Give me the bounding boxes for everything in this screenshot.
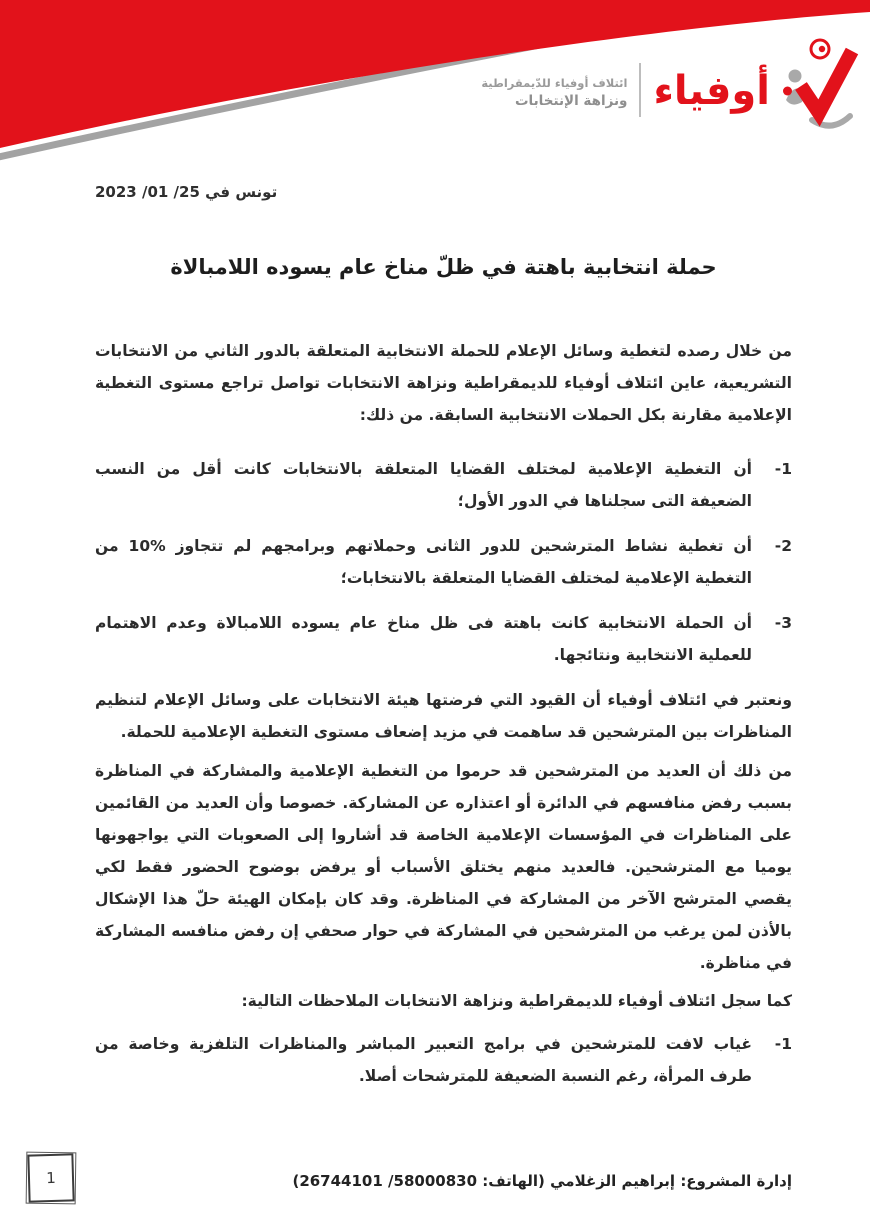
document-body	[95, 150, 792, 1105]
paragraph-observations-intro: كما سجل ائتلاف أوفياء للديمقراطية ونزاهة الانتخابات الملاحظات التالية:	[241, 992, 792, 1010]
paragraph-constraints: ونعتبر في ائتلاف أوفياء أن القيود التي فرضتها هيئة الانتخابات على وسائل الإعلام لتنظيم المناظرات بين المترشحين قد ساهمت في مزيد إضعاف مستوى التغطية الإعلامية للحملة.	[95, 691, 792, 741]
list-item	[95, 530, 792, 594]
list-item-number: 2-	[774, 537, 792, 555]
paragraph-deprived: من ذلك أن العديد من المترشحين قد حرموا من التغطية الإعلامية والمشاركة في المناظرة بسبب رفض منافسهم في الدائرة أو اعتذاره عن المشاركة. خصوصا وأن العديد من القائمين على المناظرات في المؤسسات الإعلامية الخاصة قد أشاروا إلى الصعوبات التي يواجهونها يوميا مع المترشحين. فالعديد منهم يختلق الأسباب أو يرفض بوضوح الحضور فقط لكي يقصي المترشح الآخر من المشاركة في المناظرة. وقد كان بإمكان الهيئة حلّ هذا الإشكال بالأذن لمن يرغب من المترشحين في المشاركة في حوار صحفي إن رفض منافسه المشاركة في مناظرة.	[95, 762, 792, 972]
list-item-text: غياب لافت للمترشحين في برامج التعبير المباشر والمناظرات التلفزية وخاصة من طرف المرأة، رغم النسبة الضعيفة للمترشحات أصلا.	[95, 1035, 752, 1085]
coalition-logo-mark-icon	[782, 36, 860, 132]
list-item-number: 1-	[774, 460, 792, 478]
date-line: تونس في 25/ 01/ 2023	[95, 183, 278, 201]
list-item-number: 1-	[774, 1035, 792, 1053]
footer-label: إدارة المشروع:	[680, 1172, 792, 1190]
coalition-tagline	[481, 74, 627, 110]
footer-contact	[95, 1172, 792, 1190]
list-item-text: أن التغطية الإعلامية لمختلف القضايا المتعلقة بالانتخابات كانت أقل من النسب الضعيفة التى سجلناها في الدور الأول؛	[95, 460, 752, 510]
list-item	[95, 453, 792, 517]
list-item	[95, 1028, 792, 1092]
paragraph-intro: من خلال رصده لتغطية وسائل الإعلام للحملة الانتخابية المتعلقة بالدور الثاني من الانتخابات التشريعية، عاين ائتلاف أوفياء للديمقراطية ونزاهة الانتخابات تواصل تراجع مستوى التغطية الإعلامية مقارنة بكل الحملات الانتخابية السابقة. من ذلك:	[95, 342, 792, 424]
page-number-box	[27, 1153, 74, 1202]
list-item-text: أن تغطية نشاط المترشحين للدور الثانى وحملاتهم وبرامجهم لم تتجاوز %10 من التغطية الإعلامية لمختلف القضايا المتعلقة بالانتخابات؛	[95, 537, 752, 587]
coalition-wordmark: أوفياء	[653, 68, 770, 114]
tagline-line1: ائتلاف أوفياء للدّيمقراطية	[481, 76, 628, 90]
list-item-number: 3-	[774, 614, 792, 632]
findings-list	[95, 453, 792, 671]
list-item	[95, 607, 792, 671]
page-number: 1	[45, 1168, 57, 1188]
page-title: حملة انتخابية باهتة في ظلّ مناخ عام يسوده اللامبالاة	[170, 255, 717, 279]
coalition-logo	[481, 36, 860, 132]
observations-list	[95, 1028, 792, 1092]
tagline-line2: ونزاهة الإنتخابات	[514, 93, 628, 109]
list-item-text: أن الحملة الانتخابية كانت باهتة فى ظل مناخ عام يسوده اللامبالاة وعدم الاهتمام للعملية الانتخابية ونتائجها.	[95, 614, 752, 664]
logo-divider	[639, 63, 641, 117]
footer-value: إبراهيم الزغلامي (الهاتف: 58000830/ 26744101)	[292, 1172, 681, 1190]
